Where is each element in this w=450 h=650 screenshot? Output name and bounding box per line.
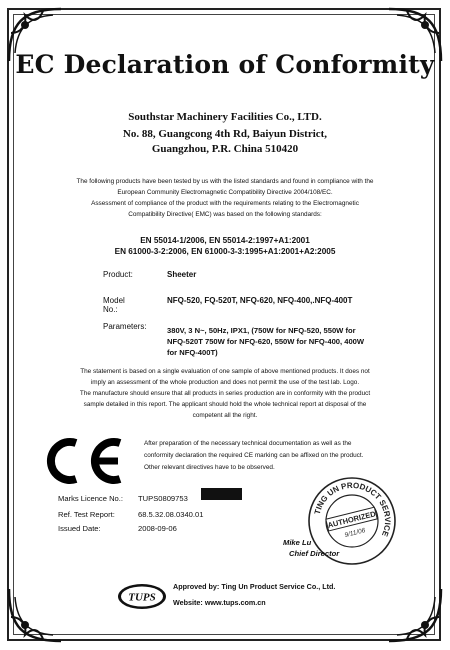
parameters-line: NFQ-520T 750W for NFQ-620, 550W for NFQ-400, 400W: [167, 337, 365, 346]
company-name: Southstar Machinery Facilities Co., LTD.: [128, 111, 322, 123]
intro-line: European Community Electromagnetic Compatibility Directive 2004/108/EC.: [117, 189, 333, 196]
standards-line: EN 61000-3-2:2006, EN 61000-3-3:1995+A1:2001+A2:2005: [114, 247, 336, 256]
parameters-line: for NFQ-400T): [167, 348, 218, 357]
tups-logo-icon: [117, 583, 167, 610]
redacted-block: [201, 488, 242, 500]
statement-line: sample detailed in this report. The applicant should hold the whole technical report at disposal of the: [83, 401, 367, 408]
parameters-label: Parameters:: [103, 322, 147, 331]
licence-label: Marks Licence No.:: [58, 494, 123, 503]
model-label: Model No.:: [103, 296, 125, 314]
stamp-date-text: 9/11/06: [343, 527, 367, 540]
signatory-name: Mike Lu: [283, 538, 312, 547]
signatory-title: Chief Director: [289, 549, 340, 558]
statement-paragraph: [58, 366, 392, 421]
statement-line: The statement is based on a single evaluation of one sample of above mentioned products. It does not: [80, 368, 370, 375]
issued-date-value: 2008-09-06: [138, 524, 177, 533]
statement-line: The manufacture should ensure that all products in series production are in conformity with the product: [79, 390, 371, 397]
test-report-value: 68.5.32.08.0340.01: [138, 510, 204, 519]
ce-note-line: conformity declaration the required CE marking can be affixed on the product.: [144, 452, 364, 459]
issued-date-label: Issued Date:: [58, 524, 101, 533]
intro-line: Compatibility Directive( EMC) was based on the following standards:: [128, 211, 322, 218]
stamp-center-text: AUTHORIZED: [326, 509, 377, 530]
product-value: Sheeter: [167, 270, 197, 279]
product-label: Product:: [103, 270, 133, 279]
website-line: Website: www.tups.com.cn: [173, 598, 266, 607]
statement-line: imply an assessment of the whole production and does not permit the use of the test lab. Logo.: [90, 379, 360, 386]
parameters-line: 380V, 3 N~, 50Hz, IPX1, (750W for NFQ-520, 550W for: [167, 326, 356, 335]
approved-by: Approved by: Ting Un Product Service Co., Ltd.: [173, 582, 336, 591]
corner-ornament-bottom-left: [3, 583, 67, 647]
ce-note-line: Other relevant directives have to be observed.: [144, 464, 275, 471]
ce-marking-note: [144, 438, 399, 474]
model-value: NFQ-520, FQ-520T, NFQ-620, NFQ-400,.NFQ-400T: [167, 296, 353, 305]
intro-line: The following products have been tested by us with the listed standards and found in compliance with the: [76, 178, 374, 185]
test-report-label: Ref. Test Report:: [58, 510, 115, 519]
company-address-line-2: Guangzhou, P.R. China 510420: [151, 143, 299, 155]
ce-note-line: After preparation of the necessary technical documentation as well as the: [144, 440, 352, 447]
stamp-ring-text: TING UN PRODUCT SERVICE: [312, 480, 393, 538]
tups-logo-text: TUPS: [128, 591, 156, 604]
intro-paragraph: [40, 176, 410, 220]
document-title: EC Declaration of Conformity: [15, 50, 435, 79]
intro-line: Assessment of compliance of the product with the requirements relating to the Electromagnetic: [91, 200, 359, 207]
standards-list: [0, 235, 450, 257]
licence-value: TUPS0809753: [138, 494, 188, 503]
statement-line: competent all the right.: [192, 412, 258, 419]
company-address-line-1: No. 88, Guangcong 4th Rd, Baiyun District,: [122, 128, 328, 140]
corner-ornament-bottom-right: [383, 583, 447, 647]
parameters-value: [167, 325, 407, 358]
ce-mark-icon: [38, 437, 124, 485]
standards-line: EN 55014-1/2006, EN 55014-2:1997+A1:2001: [140, 236, 310, 245]
